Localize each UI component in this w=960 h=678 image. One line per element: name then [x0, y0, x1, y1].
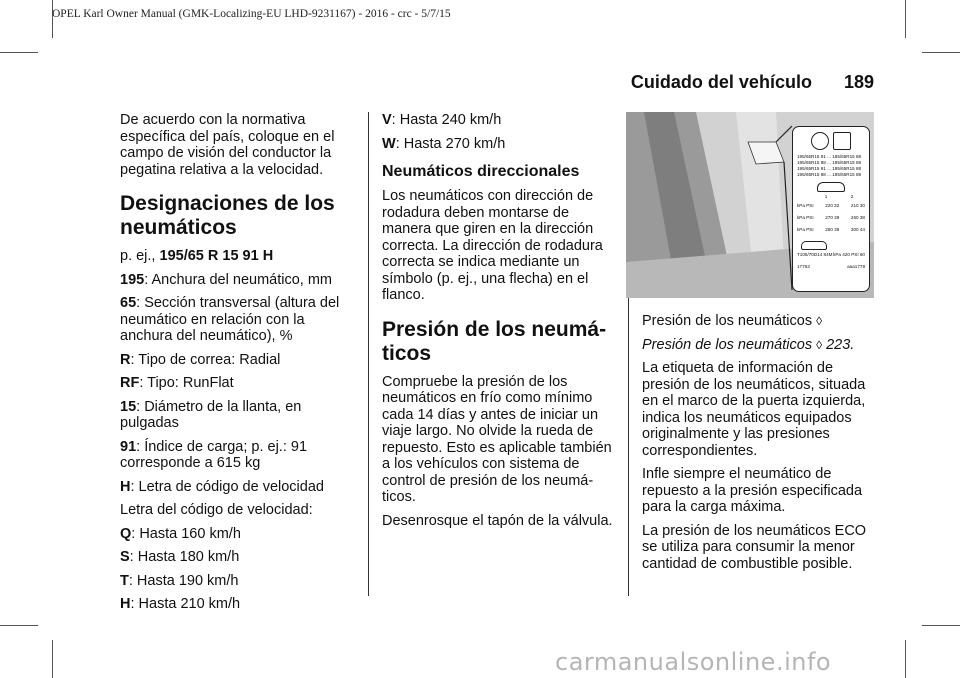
- crop-mark: [922, 52, 960, 53]
- column-number: 1: [824, 194, 828, 199]
- item-key: 15: [120, 398, 137, 415]
- valve-paragraph: Desenrosque el tapón de la válvula.: [382, 512, 613, 529]
- label-code: aaa1779: [847, 264, 865, 269]
- item-text: : Anchura del neumático, mm: [144, 271, 332, 288]
- tire-icon: [811, 132, 829, 150]
- speed-item: [120, 573, 348, 590]
- eco-paragraph: La presión de los neumáticos ECO se utiliza para consumir la menor cantidad de combustible posible.: [642, 522, 867, 572]
- spare-code: T105/70D14 84M: [797, 252, 833, 257]
- crop-mark: [922, 625, 960, 626]
- watermark: carmanualsonline.info: [555, 648, 832, 676]
- spare-car-icon: [801, 241, 827, 250]
- units: kPa PSI: [797, 227, 814, 232]
- speed-item: [382, 112, 614, 129]
- column-numbers: [797, 194, 865, 200]
- speed-item: [120, 596, 348, 613]
- spare-paragraph: Infle siempre el neumático de repuesto a la presión especificada para la carga máxima.: [642, 466, 863, 515]
- cross-reference-title: Presión de los neumáticos: [642, 336, 813, 353]
- crop-mark: [905, 0, 906, 38]
- speed-key: V: [382, 112, 392, 128]
- value: 300 44: [850, 227, 865, 232]
- units: kPa PSI: [797, 215, 814, 220]
- label-code: 17763: [797, 264, 810, 269]
- value: 270 39: [825, 215, 840, 220]
- spare-values: kPa 420 PSI 60: [833, 252, 865, 257]
- item-key: H: [120, 478, 131, 495]
- label-paragraph: La etiqueta de información de presión de los neumáticos, situada en el marco de la puerta izquierda, indica los neumáticos equipados originalmente y las presiones correspondientes.: [642, 360, 866, 459]
- item-text: : Diámetro de la llanta, en pulgadas: [120, 398, 302, 431]
- list-item: [120, 375, 348, 392]
- speed-item: [120, 549, 348, 566]
- item-text: : Tipo: RunFlat: [139, 375, 234, 391]
- intro-paragraph: De acuerdo con la normativa específica del país, coloque en el campo de visión del conductor la pegatina relativa a la velocidad.: [120, 112, 335, 178]
- value: 260 38: [850, 215, 865, 220]
- label-size-row: 195/65R15 88 ... 195/65R15 88: [797, 172, 862, 177]
- heading-directional-tires: Neumáticos direccionales: [382, 163, 580, 180]
- column-left: [120, 112, 348, 620]
- speed-key: T: [120, 572, 129, 589]
- label-size-row: 195/65R15 91 ... 185/65R15 88: [797, 154, 862, 159]
- speed-item: [120, 526, 348, 543]
- speed-key: Q: [120, 525, 132, 542]
- directional-paragraph: Los neumáticos con dirección de rodadura deben montarse de manera que giren en la dirección correcta. La dirección de rodadura correcta se indica mediante un símbolo (p. ej., una flecha) en el flanco.: [382, 188, 603, 303]
- example-prefix: p. ej.,: [120, 248, 160, 264]
- cross-reference-page: 223.: [822, 336, 855, 353]
- running-head: [631, 72, 874, 93]
- label-icons: [793, 132, 869, 150]
- item-text: : Sección transversal (altura del neumático en relación con la anchura del neumático), %: [120, 295, 340, 344]
- value: 220 32: [825, 203, 840, 208]
- speed-text: : Hasta 270 km/h: [395, 135, 506, 152]
- heading-tire-designations: Designaciones de los neumáticos: [120, 192, 335, 239]
- pressure-paragraph: Compruebe la presión de los neumáticos en frío como mínimo cada 14 días y antes de iniciar un viaje largo. No olvide la rueda de repuesto. Esto es aplicable también a los vehículos con sistema de control de presión de los neumá-ticos.: [382, 373, 612, 505]
- label-size-row: 195/65R15 88 ... 195/65R15 88: [797, 160, 862, 165]
- speed-text: : Hasta 160 km/h: [131, 525, 241, 542]
- manual-icon: [833, 132, 851, 150]
- label-size-row: 195/65R15 91 ... 195/65R15 88: [797, 166, 862, 171]
- item-key: RF: [120, 375, 140, 391]
- item-key: 195: [120, 271, 145, 288]
- list-item: [120, 352, 348, 369]
- reference-icon: ◊: [816, 314, 823, 328]
- tire-label-figure: [626, 112, 874, 298]
- value: 260 38: [825, 227, 840, 232]
- label-footer: [797, 264, 865, 270]
- speed-item: [382, 136, 614, 153]
- tire-label-card: [792, 126, 870, 292]
- ref-intro-text: Presión de los neumáticos: [642, 313, 813, 329]
- speed-text: : Hasta 240 km/h: [391, 112, 502, 128]
- reference-icon: ◊: [816, 337, 823, 352]
- list-item: [120, 439, 348, 472]
- pressure-row: [797, 203, 865, 209]
- crop-mark: [905, 640, 906, 678]
- crop-mark: [0, 52, 38, 53]
- car-icon: [817, 182, 845, 192]
- item-text: : Índice de carga; p. ej.: 91 corresponde a 615 kg: [120, 438, 308, 471]
- cross-reference[interactable]: [642, 337, 874, 354]
- section-title: Cuidado del vehículo: [630, 72, 812, 92]
- item-text: : Tipo de correa: Radial: [130, 351, 281, 368]
- list-item: [120, 272, 348, 289]
- list-item: [120, 479, 348, 496]
- speed-text: : Hasta 210 km/h: [130, 596, 241, 612]
- pressure-row: [797, 227, 865, 233]
- speed-key: W: [382, 135, 396, 152]
- example-line: [120, 248, 348, 265]
- column-rule: [368, 112, 369, 596]
- value: 210 30: [850, 203, 865, 208]
- ref-intro: [642, 313, 874, 330]
- column-middle: [382, 112, 614, 536]
- column-number: 2: [850, 194, 854, 199]
- item-key: 65: [120, 295, 137, 311]
- units: kPa PSI: [797, 203, 814, 208]
- example-code: 195/65 R 15 91 H: [159, 248, 274, 264]
- spare-row: [797, 252, 865, 258]
- speed-text: : Hasta 180 km/h: [129, 549, 240, 565]
- speed-intro: Letra del código de velocidad:: [120, 502, 313, 518]
- pressure-row: [797, 215, 865, 221]
- heading-tire-pressure: Presión de los neumá-ticos: [382, 317, 607, 365]
- item-key: 91: [120, 438, 137, 455]
- page-number: 189: [843, 72, 874, 92]
- crop-mark: [52, 640, 53, 678]
- list-item: [120, 295, 348, 345]
- list-item: [120, 399, 348, 432]
- speed-key: S: [120, 549, 130, 565]
- document-meta: OPEL Karl Owner Manual (GMK-Localizing-EU LHD-9231167) - 2016 - crc - 5/7/15: [52, 8, 451, 20]
- column-right: [642, 313, 874, 579]
- item-text: : Letra de código de velocidad: [130, 478, 324, 495]
- crop-mark: [0, 625, 38, 626]
- item-key: R: [120, 351, 131, 368]
- speed-text: : Hasta 190 km/h: [128, 572, 239, 589]
- speed-key: H: [120, 596, 131, 612]
